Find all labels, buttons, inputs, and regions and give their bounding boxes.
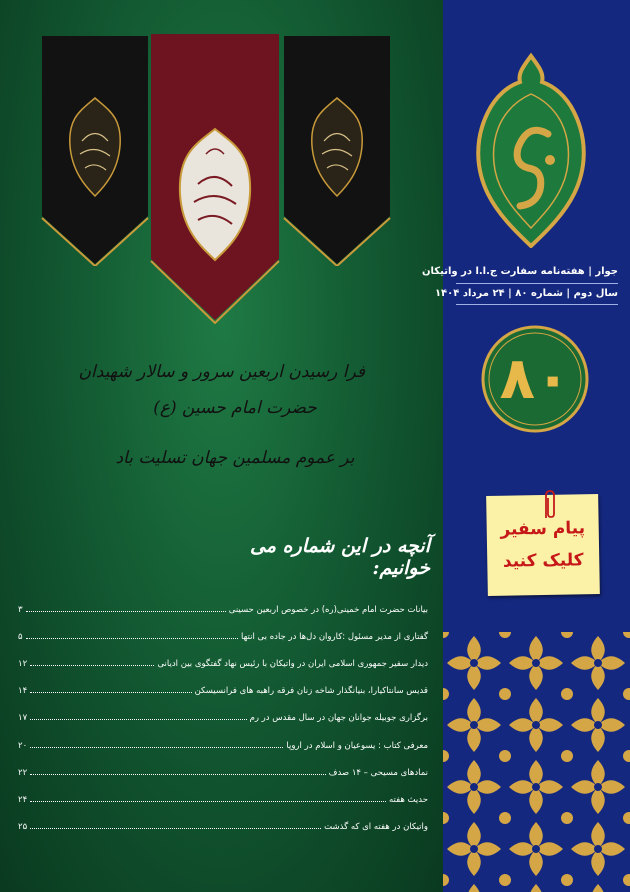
- toc-row[interactable]: [18, 812, 428, 832]
- toc-row[interactable]: [18, 785, 428, 805]
- toc-item-page: ۱۲: [18, 659, 28, 670]
- center-red-banner: [148, 34, 282, 324]
- condolence-line-3: بر عموم مسلمین جهان تسلیت باد: [115, 448, 355, 468]
- toc-item-page: ۲۴: [18, 794, 28, 805]
- condolence-line-2: حضرت امام حسین (ع): [153, 398, 317, 418]
- click-here-label: کلیک کنید: [502, 550, 584, 572]
- toc-dot-leader: [30, 774, 326, 775]
- toc-row[interactable]: [18, 595, 428, 615]
- toc-item-page: ۱۷: [18, 713, 28, 724]
- condolence-line-1: فرا رسیدن اربعین سرور و سالار شهیدان: [78, 362, 365, 382]
- toc-dot-leader: [30, 665, 154, 666]
- left-black-banner: [40, 36, 150, 266]
- toc-dot-leader: [26, 638, 238, 639]
- toc-item-page: ۳: [18, 605, 23, 615]
- masthead-line-2: سال دوم | شماره ۸۰ | ۲۴ مرداد ۱۴۰۴: [434, 288, 618, 299]
- toc-item-title: برگزاری جوبیله جوانان جهان در سال مقدس در رم: [249, 713, 428, 724]
- toc-item-title: حدیث هفته: [388, 794, 428, 805]
- toc-item-page: ۱۴: [18, 686, 28, 697]
- toc-row[interactable]: [18, 758, 428, 778]
- toc-dot-leader: [30, 747, 283, 748]
- paperclip-icon: [542, 488, 556, 520]
- toc-item-title: گفتاری از مدیر مسئول :کاروان دل‌ها در جاده بی انتها: [241, 632, 428, 643]
- toc-item-title: دیدار سفیر جمهوری اسلامی ایران در واتیکان با رئیس نهاد گفتگوی بین ادیانی: [157, 659, 428, 670]
- toc-dot-leader: [30, 828, 321, 829]
- toc-dot-leader: [26, 611, 226, 612]
- arabesque-pattern: [443, 632, 630, 892]
- toc-dot-leader: [30, 692, 191, 693]
- toc-row[interactable]: [18, 703, 428, 723]
- toc-item-page: ۲۵: [18, 821, 28, 832]
- masthead-divider-1: [456, 283, 618, 284]
- issue-number: ۸۰: [499, 344, 571, 412]
- toc-item-page: ۲۲: [18, 767, 28, 778]
- toc-dot-leader: [30, 801, 386, 802]
- toc-item-page: ۲۰: [18, 740, 28, 751]
- toc-dot-leader: [30, 719, 246, 720]
- ambassador-message-label: پیام سفیر: [500, 518, 586, 540]
- toc-item-page: ۵: [18, 632, 23, 643]
- right-black-banner: [282, 36, 392, 266]
- toc-item-title: بیانات حضرت امام خمینی(ره) در خصوص اربعین حسینی: [228, 605, 428, 615]
- toc-item-title: نمادهای مسیحی – ۱۴ صدف: [328, 767, 428, 778]
- toc-row[interactable]: [18, 676, 428, 696]
- toc-row[interactable]: [18, 622, 428, 642]
- toc-item-title: معرفی کتاب : یسوعیان و اسلام در اروپا: [286, 740, 428, 751]
- toc-item-title: واتیکان در هفته ای که گذشت: [324, 821, 428, 832]
- toc-row[interactable]: [18, 731, 428, 751]
- javar-logo-emblem: [470, 52, 592, 248]
- masthead-line-1: جوار | هفته‌نامه سفارت ج.ا.ا در واتیکان: [422, 266, 618, 277]
- toc-item-title: قدیس سانتاکیارا، بنیانگذار شاخه زنان فرقه راهبه های فرانسیسکن: [194, 686, 428, 697]
- masthead-divider-2: [456, 304, 618, 305]
- toc-row[interactable]: [18, 649, 428, 669]
- toc-heading: آنچه در این شماره می خوانیم:: [250, 535, 430, 579]
